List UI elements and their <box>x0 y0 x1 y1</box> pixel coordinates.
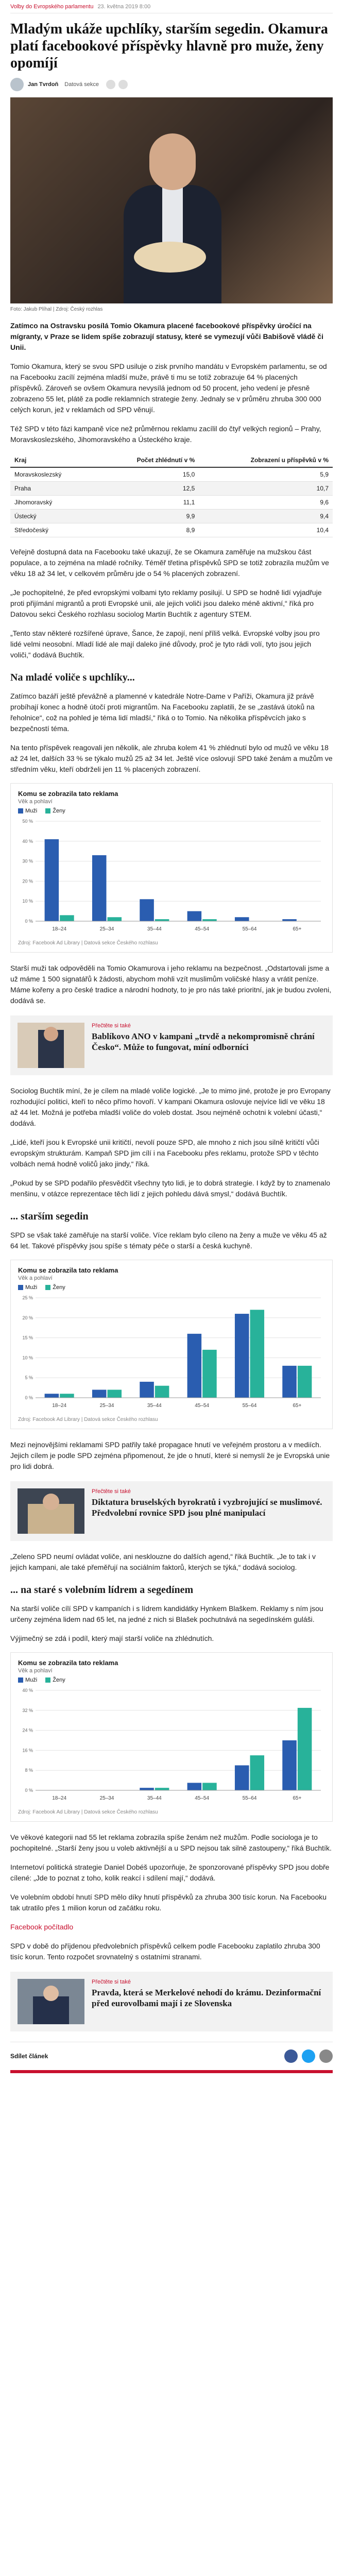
table-row <box>10 523 333 537</box>
bar-male <box>187 1783 202 1790</box>
y-tick-label: 10 % <box>22 1355 33 1361</box>
y-tick-label: 20 % <box>22 878 33 884</box>
bar-male <box>282 1740 297 1790</box>
hero-image <box>10 97 333 303</box>
legend-male: Muži <box>18 1284 37 1291</box>
x-tick-label: 25–34 <box>99 1403 114 1409</box>
chart-title: Komu se zobrazila tato reklama <box>18 1266 118 1274</box>
bar-male <box>45 839 59 921</box>
bar-female <box>155 919 169 921</box>
paragraph: Na starší voliče cílí SPD v kampaních i s lídrem kandidátky Hynkem Blaškem. Reklamy s ním jsou určeny zejména lidem nad 65 let, na jedné z nich si Blašek pochutnává na segedínském guláši. <box>10 1604 323 1623</box>
author-block <box>10 78 333 91</box>
author-meta: Datová sekce <box>64 81 99 88</box>
bar-male <box>282 919 297 921</box>
legend-female: Ženy <box>45 1677 65 1683</box>
chart-title: Komu se zobrazila tato reklama <box>18 790 118 798</box>
bar-female <box>60 1394 74 1398</box>
hero-caption: Foto: Jakub Plíhal | Zdroj: Český rozhlas <box>10 307 103 312</box>
author-name[interactable]: Jan Tvrdoň <box>28 81 59 88</box>
bar-female <box>298 1708 312 1790</box>
legend-female: Ženy <box>45 1284 65 1291</box>
bar-male <box>92 1389 107 1398</box>
paragraph: SPD v době do příjdenou předvolebních příspěvků celkem podle Facebooku zaplatilo zhruba 300 tisíc korun. Tento rozpočet srovnatelný s ostatními stranami. <box>10 1942 320 1961</box>
section-heading: ... na staré s volebním lídrem a segedínem <box>10 1584 194 1596</box>
paragraph: „Pokud by se SPD podařilo přesvědčit všechny tyto lidi, je to dobrá strategie. I když by to znamenalo menšinu, v otázce reprezentace těch lidí z jejich pohledu dává smysl,“ dodává Buchtík. <box>10 1179 330 1198</box>
paragraph: „Tento stav některé rozšířené úprave, Šance, že zapojí, není příliš velká. Evropské volby jsou pro lidé velmi neosobní. Mladí lidé ale mají daleko jiné důvody, proč je tyto rádi volí, tyto jsou jejich voliči,“ dodává Buchtík. <box>10 629 320 659</box>
section-link[interactable]: Volby do Evropského parlamentu <box>10 3 94 10</box>
chart-1 <box>10 783 333 953</box>
y-tick-label: 0 % <box>25 1395 33 1400</box>
bar-female <box>202 1783 217 1790</box>
x-tick-label: 45–54 <box>195 1795 210 1801</box>
chart-2 <box>10 1260 333 1429</box>
x-tick-label: 25–34 <box>99 926 114 932</box>
share-bar <box>10 2042 333 2070</box>
share-icons <box>284 2049 333 2063</box>
bar-male <box>187 911 202 921</box>
table-row <box>10 467 333 482</box>
paragraph: Tomio Okamura, který se svou SPD usiluje o zisk prvního mandátu v Evropském parlamentu, se od na Facebooku zacílí zejména mladší muže, právě ti mu se totiž zobrazuje 64 % placených příspěvků. Zároveň se ovšem Okamura nevysílá jednom od 50 procent, jeho vedení je přesně zobrazeno 55 let, plátě za podle reklamních strategie ženy. Jednaly se v průměru zhruba 300 000 celých korun, jež v reklamách od SPD věnují. <box>10 362 327 414</box>
paragraph: Sociolog Buchtík míní, že je cílem na mladé voliče logické. „Je to mimo jiné, protože je pro Evropany rozhodující politici, kteří to něco přímo hovoří. V kampani Okamura oslovuje nejvíce lidí ve věku 18 až 44 let. Možná je potřeba mladší voliče do voleb dostat. Jsou nejméně ochotni k volební účasti,“ dodává. <box>10 1087 331 1127</box>
chart-subtitle: Věk a pohlaví <box>18 799 53 805</box>
table-header: Zobrazení u příspěvků v % <box>199 453 333 467</box>
related-kicker: Přečtěte si také <box>92 1979 131 1985</box>
table-cell: Ústecký <box>10 510 96 523</box>
chart-subtitle: Věk a pohlaví <box>18 1275 53 1281</box>
chart-title: Komu se zobrazila tato reklama <box>18 1659 118 1667</box>
y-tick-label: 32 % <box>22 1707 33 1713</box>
x-tick-label: 65+ <box>293 926 302 932</box>
bar-male <box>235 1314 249 1398</box>
paragraph: „Je pochopitelné, že před evropskými volbami tyto reklamy posilují. U SPD se hodně lidí vyjadřuje proti přijímání migrantů a proti Evropské unii, ale jejich voliči jsou daleko méně aktivní,“ říká pro Datovou sekci Českého rozhlasu sociolog Martin Buchtík z agentury STEM. <box>10 588 322 618</box>
bar-male <box>282 1366 297 1398</box>
paragraph: Starší muži tak odpověděli na Tomio Okamurova i jeho reklamu na bezpečnost. „Odstartovali jsme a už máme 1 500 signatářů k žádosti, abychom mohli vzít muslimům voličské hlasy a vrátit peníze. Máme kořeny a pro české tradice a národní hodnoty, to je pro nás také prioritní, jak je budou zvoleni, dodává se. <box>10 964 332 1005</box>
facebook-link[interactable]: Facebook počítadlo <box>10 1923 74 1931</box>
table-cell: 15,0 <box>96 467 199 482</box>
facebook-icon[interactable] <box>106 80 115 89</box>
bar-male <box>235 917 249 921</box>
table-row <box>10 482 333 496</box>
x-tick-label: 18–24 <box>52 1403 67 1409</box>
x-tick-label: 35–44 <box>147 1795 162 1801</box>
chart-legend <box>18 808 325 814</box>
y-tick-label: 10 % <box>22 899 33 904</box>
paragraph: Veřejně dostupná data na Facebooku také ukazují, že se Okamura zaměřuje na mužskou část populace, a to zejména na mladé ročníky. Téměř třetina příspěvků SPD se totiž zobrazila mužům ve věku 18 až 34 let, v celkovém průměru jde o 54 % placených zobrazení. <box>10 548 329 578</box>
share-label: Sdílet článek <box>10 2053 48 2060</box>
y-tick-label: 25 % <box>22 1295 33 1300</box>
bar-female <box>250 1310 265 1398</box>
bar-male <box>140 1382 154 1398</box>
article-title: Mladým ukáže upchlíky, starším segedin. Okamura platí facebookové příspěvky hlavně pro muže, ženy opomíjí <box>10 21 328 71</box>
chart-source: Zdroj: Facebook Ad Library | Datová sekce Českého rozhlasu <box>18 1417 158 1422</box>
related-title[interactable]: Diktatura bruselských byrokratů i vyzbrojující se muslimové. Předvolební rovnice SPD jsou plné manipulací <box>92 1497 322 1518</box>
table-cell: 10,4 <box>199 523 333 537</box>
breadcrumb <box>10 0 333 13</box>
paragraph: Výjimečný se zdá i podíl, který mají starší voliče na zhlédnutích. <box>10 1634 214 1642</box>
y-tick-label: 20 % <box>22 1315 33 1320</box>
chart-3 <box>10 1652 333 1822</box>
paragraph: SPD se však také zaměřuje na starší voliče. Více reklam bylo cíleno na ženy a muže ve věku 45 až 64 let. Takové příspěvky jsou spíše s tématy péče o starší a česká kuchyně. <box>10 1231 327 1250</box>
paragraph: Zatímco bazáří ještě převážně a plamenné v katedrále Notre-Dame v Paříži, Okamura již právě probíhají konec a hodně útočí proti migrantům. Na Facebooku zaplatili, že se „zastává útoků na řeholnice“, což na pohled je téma lidí mladší,“ říká o to Tomio. Na několika příspěvcích jako s bezpečností téma. <box>10 692 315 733</box>
bar-female <box>108 917 122 921</box>
table-row <box>10 510 333 523</box>
x-tick-label: 55–64 <box>242 926 257 932</box>
bar-male <box>235 1766 249 1791</box>
bar-female <box>155 1386 169 1398</box>
avatar <box>10 78 24 91</box>
bar-chart <box>18 816 325 935</box>
x-tick-label: 65+ <box>293 1795 302 1801</box>
x-tick-label: 45–54 <box>195 926 210 932</box>
x-tick-label: 18–24 <box>52 1795 67 1801</box>
twitter-icon[interactable] <box>118 80 128 89</box>
x-tick-label: 18–24 <box>52 926 67 932</box>
table-cell: 10,7 <box>199 482 333 496</box>
related-thumbnail <box>18 1488 84 1534</box>
legend-male: Muži <box>18 1677 37 1683</box>
share-buttons <box>106 80 128 89</box>
paragraph: Ve věkové kategorii nad 55 let reklama zobrazila spíše ženám než mužům. Podle sociologa je to pochopitelné. „Starší ženy jsou u voleb aktivnější a u SPD nejsou tak silně zastoupeny,“ říká Buchtík. <box>10 1833 332 1852</box>
legend-male: Muži <box>18 808 37 814</box>
x-tick-label: 55–64 <box>242 1403 257 1409</box>
y-tick-label: 16 % <box>22 1748 33 1753</box>
y-tick-label: 24 % <box>22 1727 33 1733</box>
x-tick-label: 65+ <box>293 1403 302 1409</box>
publish-date: 23. května 2019 8:00 <box>97 3 151 10</box>
related-thumbnail <box>18 1979 84 2024</box>
table-cell: 8,9 <box>96 523 199 537</box>
region-table <box>10 453 333 537</box>
table-cell: 11,1 <box>96 496 199 510</box>
related-article[interactable] <box>10 1015 333 1075</box>
x-tick-label: 55–64 <box>242 1795 257 1801</box>
section-heading: ... starším segedin <box>10 1211 89 1222</box>
paragraph: „Zeleno SPD neumí ovládat voliče, ani nesklouzne do dalších agend,“ říká Buchtík. „Je to tak i v jejich kampani, ale také přeměřují na sociálním faktorů, kterých se týká,“ dodává sociolog. <box>10 1552 316 1571</box>
y-tick-label: 50 % <box>22 819 33 824</box>
related-thumbnail <box>18 1023 84 1068</box>
paragraph: Internetoví politická strategie Daniel Dobéš upozorňuje, že sponzorované příspěvky SPD jsou dobře cílené: „Jde to poznat z toho, kolik reakcí i sdílení mají,“ dodává. <box>10 1863 330 1882</box>
footer-bar <box>10 2070 333 2073</box>
related-title[interactable]: Bablíkovo ANO v kampani „trvdě a nekompromisně chrání Česko“. Může to fungovat, míní odborníci <box>92 1031 315 1052</box>
related-article[interactable] <box>10 1972 333 2031</box>
lead-paragraph: Zatímco na Ostravsku posílá Tomio Okamura placené facebookové příspěvky úročící na mígranty, v Praze se lidem spíše zobrazují statusy, které se vymezují vůči Babišově vládě či Unii. <box>10 321 323 351</box>
table-cell: 5,9 <box>199 467 333 482</box>
y-tick-label: 5 % <box>25 1375 33 1381</box>
y-tick-label: 40 % <box>22 1688 33 1693</box>
bar-female <box>108 1389 122 1398</box>
table-cell: Praha <box>10 482 96 496</box>
paragraph: Na tento příspěvek reagovali jen několik, ale zhruba kolem 41 % zhlédnutí bylo od mužů ve věku 18 až 24 let, dalších 33 % se týkalo mužů 25 až 34 let. Ještě více oslovují SPD také ženám a mužům ve středním věku, kteří obdrželi jen 11 % placených zobrazení. <box>10 743 333 773</box>
paragraph: Ve volebním období hnutí SPD mělo díky hnutí příspěvků za zhruba 300 tisíc korun. Na Facebooku tak utratilo přes 1 milion korun od začátku roku. <box>10 1893 327 1912</box>
y-tick-label: 0 % <box>25 1788 33 1793</box>
y-tick-label: 15 % <box>22 1335 33 1341</box>
paragraph: Mezi nejnovějšími reklamami SPD patřily také propagace hnutí ve veřejném prostoru a v mediích. Jejich cílem je podle SPD zejména připomenout, že jde o hnutí, které si nemyslí že je Evropská unie pro lidi dobrá. <box>10 1440 330 1470</box>
table-cell: 12,5 <box>96 482 199 496</box>
chart-source: Zdroj: Facebook Ad Library | Datová sekce Českého rozhlasu <box>18 1809 158 1815</box>
y-tick-label: 8 % <box>25 1768 33 1773</box>
table-cell: Jihomoravský <box>10 496 96 510</box>
bar-female <box>155 1788 169 1790</box>
bar-male <box>92 855 107 921</box>
chart-legend <box>18 1284 325 1291</box>
bar-male <box>140 899 154 921</box>
email-icon[interactable] <box>319 2049 333 2063</box>
bar-male <box>140 1788 154 1790</box>
chart-source: Zdroj: Facebook Ad Library | Datová sekce Českého rozhlasu <box>18 940 158 946</box>
table-cell: 9,9 <box>96 510 199 523</box>
y-tick-label: 30 % <box>22 858 33 864</box>
twitter-icon[interactable] <box>302 2049 315 2063</box>
related-title[interactable]: Pravda, která se Merkelové nehodí do krámu. Dezinformační před eurovolbami mají i ze Slovenska <box>92 1988 321 2008</box>
bar-female <box>60 915 74 921</box>
section-heading: Na mladé voliče s upchlíky... <box>10 672 135 683</box>
related-article[interactable] <box>10 1481 333 1541</box>
x-tick-label: 25–34 <box>99 1795 114 1801</box>
table-cell: Středočeský <box>10 523 96 537</box>
table-header: Kraj <box>10 453 96 467</box>
chart-subtitle: Věk a pohlaví <box>18 1668 53 1674</box>
table-row <box>10 496 333 510</box>
paragraph: „Lidé, kteří jsou k Evropské unii kritičtí, nevolí pouze SPD, ale mnoho z nich jsou silně kritičtí vůči evropským strukturám. Kampaň SPD jim cílí i na Facebooku přes reklamu, protože SPD v těchto volbách nemá hodně voličů jako jindy,“ říká. <box>10 1138 319 1168</box>
bar-female <box>250 1755 265 1790</box>
bar-female <box>202 1350 217 1398</box>
bar-female <box>298 1366 312 1398</box>
paragraph: Též SPD v této fázi kampaně více než průměrnou reklamu zacílil do čtyř velkých regionů – Prahy, Moravskoslezského, Jihomoravského a Ústeckého kraje. <box>10 425 321 444</box>
bar-female <box>202 919 217 921</box>
x-tick-label: 35–44 <box>147 1403 162 1409</box>
bar-male <box>187 1334 202 1398</box>
related-kicker: Přečtěte si také <box>92 1488 131 1495</box>
table-cell: 9,6 <box>199 496 333 510</box>
table-cell: Moravskoslezský <box>10 467 96 482</box>
chart-legend <box>18 1677 325 1683</box>
paragraph <box>10 1922 333 1933</box>
x-tick-label: 45–54 <box>195 1403 210 1409</box>
x-tick-label: 35–44 <box>147 926 162 932</box>
table-cell: 9,4 <box>199 510 333 523</box>
bar-male <box>45 1394 59 1398</box>
bar-chart <box>18 1293 325 1411</box>
y-tick-label: 0 % <box>25 919 33 924</box>
legend-female: Ženy <box>45 808 65 814</box>
y-tick-label: 40 % <box>22 838 33 844</box>
bar-chart <box>18 1685 325 1804</box>
related-kicker: Přečtěte si také <box>92 1023 131 1029</box>
person-figure <box>124 133 221 303</box>
facebook-icon[interactable] <box>284 2049 298 2063</box>
table-header: Počet zhlédnutí v % <box>96 453 199 467</box>
